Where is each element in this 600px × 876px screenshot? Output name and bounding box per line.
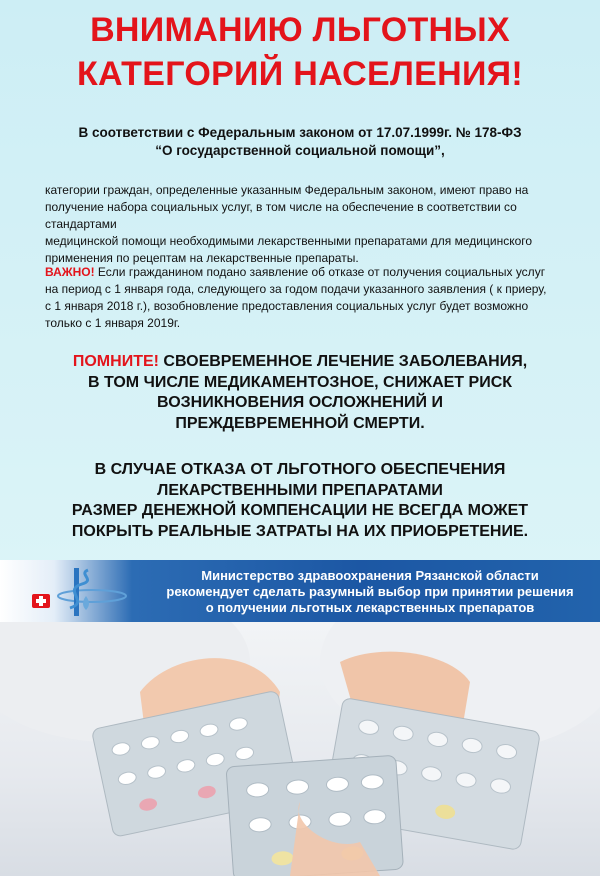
hands-with-pill-blisters-illustration [0,622,600,876]
ministry-recommendation [160,568,580,616]
important-line-1 [45,264,565,281]
law-line-2: “О государственной социальной помощи”, [155,143,445,158]
important-label: ВАЖНО! [45,265,95,279]
remember-line-1 [0,352,600,373]
rights-line-4: применения по рецептам на лекарственные препараты. [45,251,359,265]
rights-paragraph [45,182,565,267]
remember-line-2: В ТОМ ЧИСЛЕ МЕДИКАМЕНТОЗНОЕ, СНИЖАЕТ РИСК [87,373,513,391]
page-title [0,8,600,96]
law-reference [0,124,600,160]
refusal-line-2: ЛЕКАРСТВЕННЫМИ ПРЕПАРАТАМИ [157,481,443,499]
rights-line-2: получение набора социальных услуг, в том числе на обеспечение в соответствии со стандартами [45,200,517,231]
refusal-line-1: В СЛУЧАЕ ОТКАЗА ОТ ЛЬГОТНОГО ОБЕСПЕЧЕНИЯ [94,461,506,478]
refusal-line-4: ПОКРЫТЬ РЕАЛЬНЫЕ ЗАТРАТЫ НА ИХ ПРИОБРЕТЕНИЕ. [71,522,529,540]
title-line-2: КАТЕГОРИЙ НАСЕЛЕНИЯ! [76,55,524,93]
pills-photo [0,622,600,876]
banner-line-2: рекомендует сделать разумный выбор при принятии решения [166,584,574,599]
important-line-3: с 1 января 2018 г.), возобновление предоставления социальных услуг будет возможно [45,299,529,313]
important-line-1-text: Если гражданином подано заявление об отказе от получения социальных услуг [94,265,546,279]
rights-line-1: категории граждан, определенные указанным Федеральным законом, имеют право на [45,183,529,197]
remember-line-4: ПРЕЖДЕВРЕМЕННОЙ СМЕРТИ. [175,414,425,432]
rights-line-3: медицинской помощи необходимыми лекарственными препаратами для медицинского [45,234,533,248]
remember-line-1-text: СВОЕВРЕМЕННОЕ ЛЕЧЕНИЕ ЗАБОЛЕВАНИЯ, [158,353,528,370]
bowl-of-hygieia-icon [30,566,140,618]
title-line-1: ВНИМАНИЮ ЛЬГОТНЫХ [90,11,510,49]
important-paragraph [45,264,565,332]
ministry-banner [0,560,600,622]
refusal-line-3: РАЗМЕР ДЕНЕЖНОЙ КОМПЕНСАЦИИ НЕ ВСЕГДА МОЖЕТ [71,502,529,519]
remember-line-3: ВОЗНИКНОВЕНИЯ ОСЛОЖНЕНИЙ И [157,394,443,411]
important-line-4: только с 1 января 2019г. [45,316,181,330]
banner-line-1: Министерство здравоохранения Рязанской области [201,568,539,583]
remember-block [0,352,600,434]
banner-line-3: о получении льготных лекарственных препаратов [205,600,535,615]
important-line-2: на период с 1 января года, следующего за годом подачи указанного заявления ( к приеру, [45,282,547,296]
refusal-warning [0,460,600,542]
law-line-1: В соответствии с Федеральным законом от 17.07.1999г. № 178-ФЗ [78,125,522,140]
remember-label: ПОМНИТЕ! [72,353,159,370]
